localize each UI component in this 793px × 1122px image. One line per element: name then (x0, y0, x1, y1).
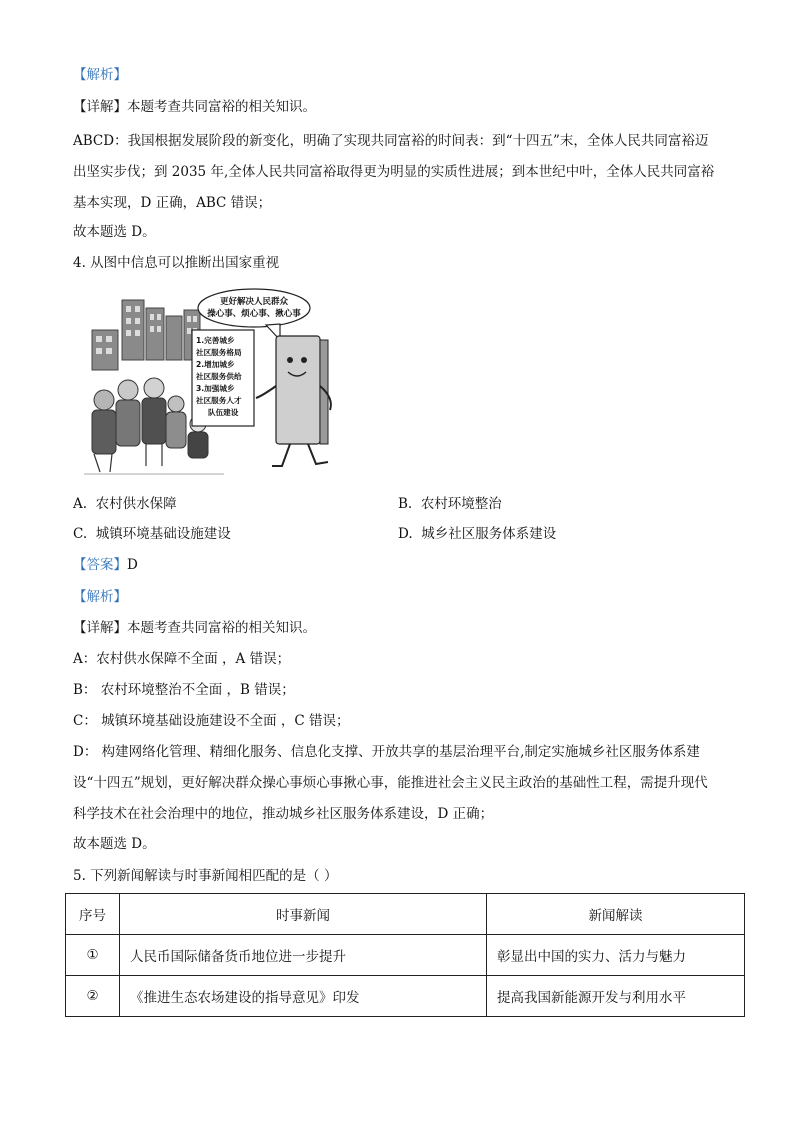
row-news: 人民币国际储备货币地位进一步提升 (120, 935, 487, 976)
sign-line: 3.加强城乡 (196, 384, 235, 393)
detail-text: 本题考查共同富裕的相关知识。 (127, 620, 316, 636)
row-number: ② (66, 976, 120, 1017)
option-analysis-c: C： 城镇环境基础设施建设不全面 ，C 错误； (73, 713, 350, 729)
row-reading: 彰显出中国的实力、活力与魅力 (487, 935, 745, 976)
analysis-tag: 【解析】 (73, 67, 127, 83)
detail-tag: 【详解】 (73, 99, 127, 115)
question-5-stem: 5. 下列新闻解读与时事新闻相匹配的是（ ） (73, 868, 338, 884)
option-d (398, 524, 556, 544)
option-label: B. (398, 496, 413, 512)
sign-line: 社区服务人才 (196, 396, 242, 405)
header-number: 序号 (66, 894, 120, 935)
analysis-tag: 【解析】 (73, 589, 127, 605)
sign-line: 社区服务格局 (196, 348, 242, 357)
table-header-row (66, 894, 745, 935)
option-label: D. (398, 526, 413, 542)
paragraph-line: ABCD：我国根据发展阶段的新变化，明确了实现共同富裕的时间表：到“十四五”末，全体人民共同富裕迈 (73, 133, 709, 149)
speech-line-1: 更好解决人民群众 (219, 297, 289, 307)
detail-tag: 【详解】 (73, 620, 127, 636)
option-text: 城镇环境基础设施建设 (95, 526, 231, 542)
option-label: A. (73, 496, 88, 512)
question-4-stem: 4. 从图中信息可以推断出国家重视 (73, 255, 280, 271)
option-analysis-a: A：农村供水保障不全面 ，A 错误； (73, 651, 291, 667)
option-label: C. (73, 526, 88, 542)
option-text: 城乡社区服务体系建设 (421, 526, 557, 542)
conclusion-line: 故本题选 D。 (73, 224, 156, 240)
sign-line: 队伍建设 (208, 408, 239, 417)
answer-value: D (127, 557, 138, 573)
paragraph-line: 基本实现，D 正确，ABC 错误； (73, 195, 272, 211)
option-c (73, 524, 231, 544)
paragraph-line: D： 构建网络化管理、精细化服务、信息化支撑、开放共享的基层治理平台,制定实施城乡社区服务体系建 (73, 744, 700, 760)
detail-line (73, 97, 316, 117)
detail-text: 本题考查共同富裕的相关知识。 (127, 99, 316, 115)
answer-line (73, 555, 138, 575)
table-row (66, 976, 745, 1017)
header-reading: 新闻解读 (487, 894, 745, 935)
answer-tag: 【答案】 (73, 557, 127, 573)
header-news: 时事新闻 (120, 894, 487, 935)
row-reading: 提高我国新能源开发与利用水平 (487, 976, 745, 1017)
paragraph-line: 设“十四五”规划，更好解决群众操心事烦心事揪心事，能推进社会主义民主政治的基础性工程，需提升现代 (73, 775, 708, 791)
conclusion-line: 故本题选 D。 (73, 836, 156, 852)
speech-line-2: 操心事、烦心事、揪心事 (207, 309, 301, 319)
option-a (73, 494, 177, 514)
option-text: 农村供水保障 (95, 496, 177, 512)
paragraph-line: 科学技术在社会治理中的地位，推动城乡社区服务体系建设，D 正确； (73, 806, 494, 822)
news-table (65, 893, 745, 1017)
sign-line: 2.增加城乡 (196, 360, 235, 369)
option-b (398, 494, 502, 514)
paragraph-line: 出坚实步伐；到 2035 年,全体人民共同富裕取得更为明显的实质性进展；到本世纪中叶，全体人民共同富裕 (73, 164, 715, 180)
option-text: 农村环境整治 (420, 496, 502, 512)
option-analysis-d (73, 737, 725, 830)
row-news: 《推进生态农场建设的指导意见》印发 (120, 976, 487, 1017)
explanation-paragraph (73, 126, 725, 219)
table-row (66, 935, 745, 976)
detail-line (73, 618, 316, 638)
sign-line: 1.完善城乡 (196, 336, 235, 345)
cartoon-illustration (84, 286, 350, 480)
option-analysis-b: B： 农村环境整治不全面 ，B 错误； (73, 682, 295, 698)
row-number: ① (66, 935, 120, 976)
sign-line: 社区服务供给 (196, 372, 242, 381)
